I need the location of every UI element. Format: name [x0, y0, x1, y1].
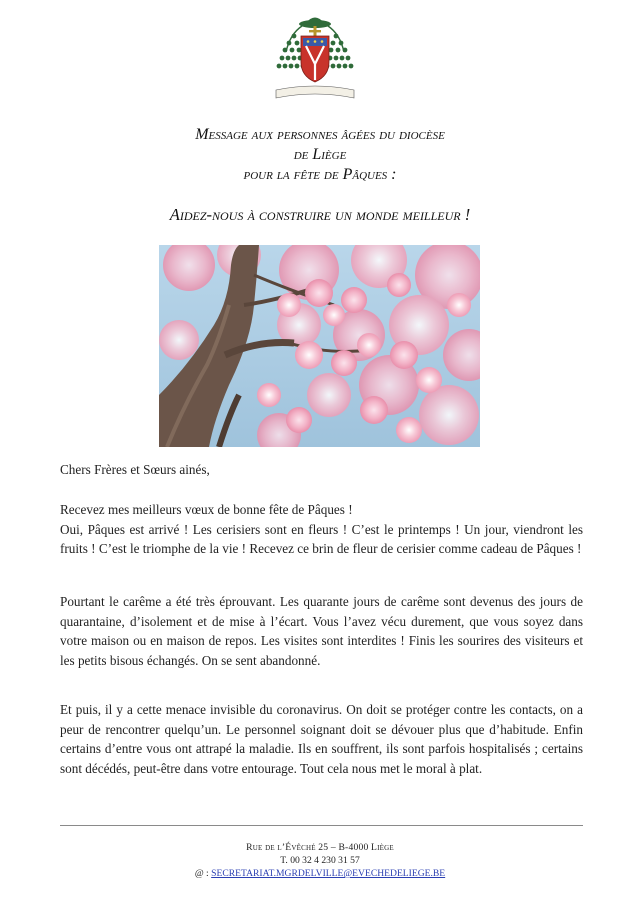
title-line-2: de Liège	[293, 146, 347, 163]
greeting: Chers Frères et Sœurs ainés,	[60, 462, 210, 477]
subtitle-line: Aidez-nous à construire un monde meilleur !	[169, 205, 471, 224]
title-line-3: pour la fête de Pâques :	[243, 166, 397, 183]
episcopal-coat-of-arms	[268, 12, 362, 104]
paragraph-2: Pourtant le carême a été très éprouvant. Les quarante jours de carême sont devenus des jours de quarantaine, d’isolement et de mise à l’écart. Vous l’avez vécu durement, que vous soyez dans votre maison ou en maison de repos. Les visites sont interdites ! Finis les sourires des visiteurs et les petits bisous échangés. On se sent abandonné.	[60, 594, 583, 668]
title-line-1: Message aux personnes âgées du diocèse	[195, 126, 445, 143]
email-link[interactable]: SECRETARIAT.MGRDELVILLE@EVECHEDELIEGE.BE	[211, 868, 446, 879]
footer-divider	[60, 825, 583, 826]
paragraph-1-rest: Oui, Pâques est arrivé ! Les cerisiers sont en fleurs ! C’est le printemps ! Un jour, viendront les fruits ! C’est le triomphe de la vie ! Recevez ce brin de fleur de cerisier comme cadeau de Pâques !	[60, 521, 583, 557]
paragraph-1-first-line: Recevez mes meilleurs vœux de bonne fête de Pâques !	[60, 502, 353, 517]
paragraph-3: Et puis, il y a cette menace invisible du coronavirus. On doit se protéger contre les contacts, on a peur de rencontrer quelqu’un. Le personnel soignant doit se dévouer plus que d’habitude. Enfin certains d’entre vous ont attrapé la maladie. Ils en souffrent, ils sont parfois hospitalisés ; certains sont décédés, peut-être dans votre entourage. Tout cela nous met le moral à plat.	[60, 702, 583, 776]
cherry-blossom-photo	[159, 245, 480, 447]
footer-address: Rue de l’Évêché 25 – B-4000 Liège	[246, 842, 394, 853]
email-prefix: @ :	[194, 868, 209, 879]
paragraph-1	[60, 500, 583, 559]
footer-email-line	[0, 868, 640, 881]
footer-phone: T. 00 32 4 230 31 57	[280, 855, 360, 866]
